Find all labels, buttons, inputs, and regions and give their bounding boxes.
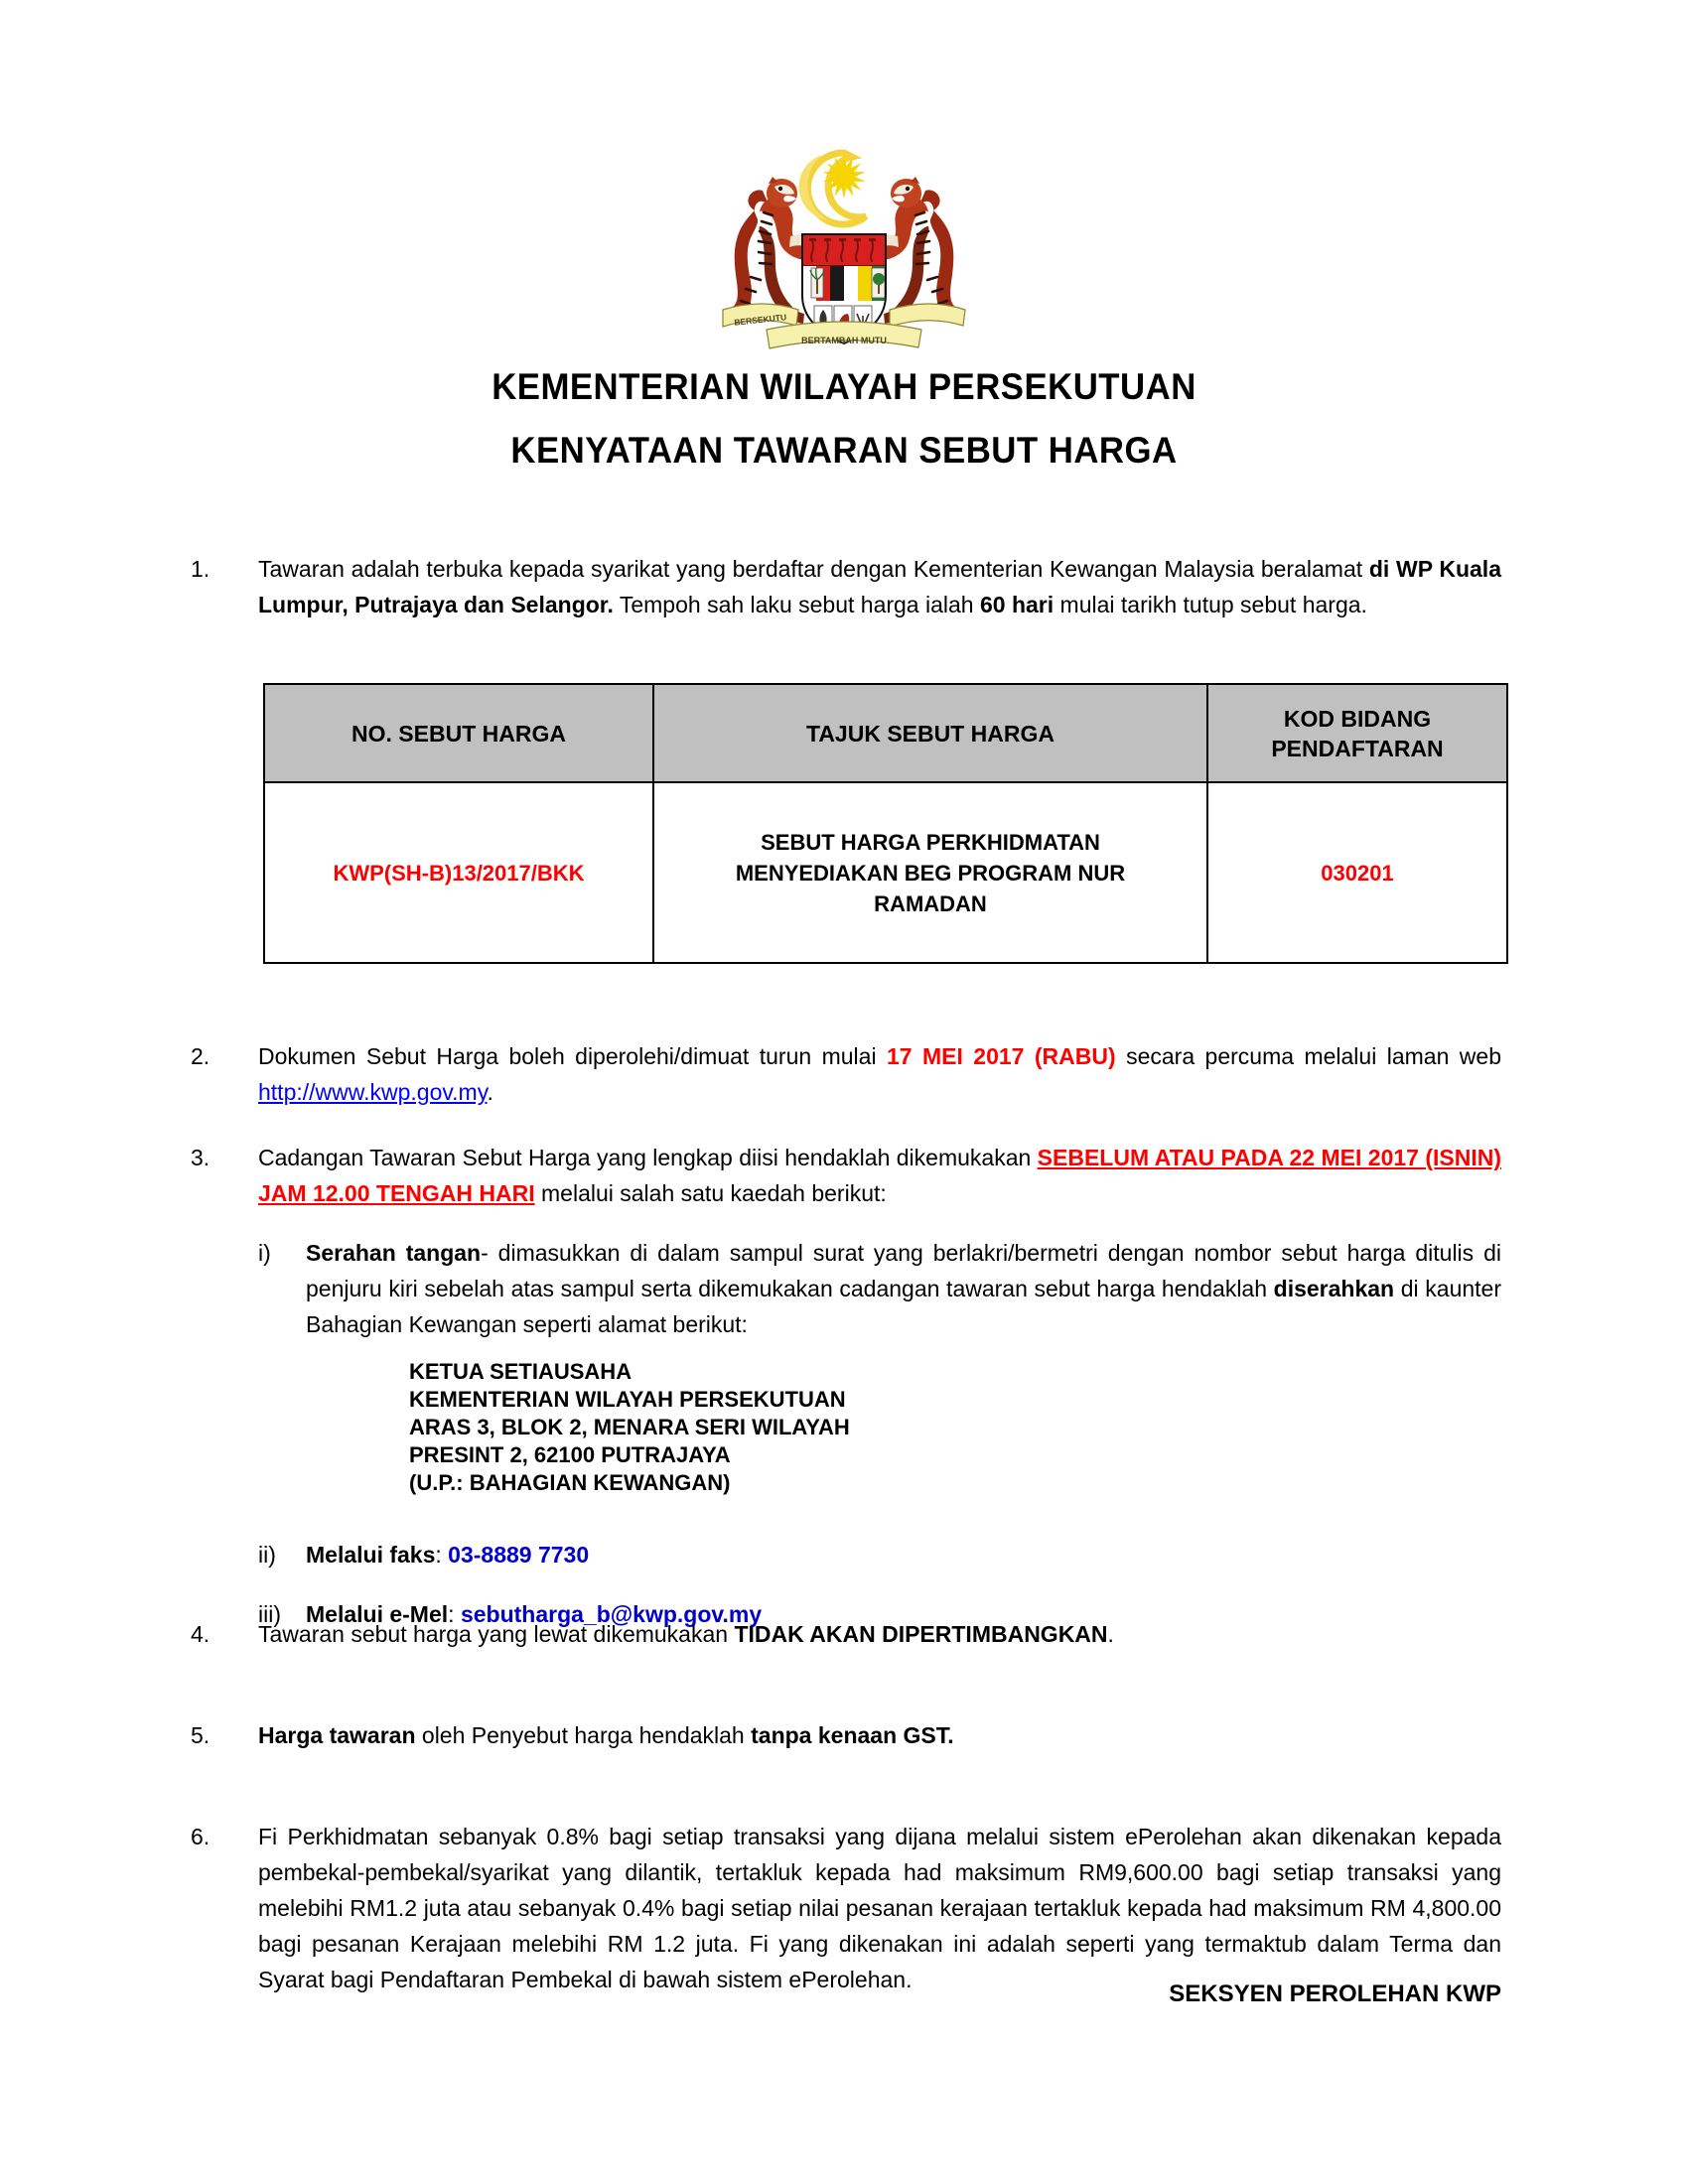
cell-kod-bidang: 030201	[1207, 782, 1507, 963]
address-line-4: PRESINT 2, 62100 PUTRAJAYA	[409, 1442, 731, 1467]
table-header-kod-bidang-line2: PENDAFTARAN	[1271, 735, 1444, 761]
jata-negara-malaysia-icon	[695, 139, 993, 352]
clause-1-bold-address: di WP Kuala Lumpur, Putrajaya dan Selangor.	[258, 556, 1501, 617]
table-header-kod-bidang	[1207, 684, 1507, 782]
table-header-kod-bidang-line1: KOD BIDANG	[1283, 705, 1432, 732]
method-ii	[258, 1537, 1501, 1572]
cell-tajuk-sebut-harga: SEBUT HARGA PERKHIDMATAN MENYEDIAKAN BEG PROGRAM NUR RAMADAN	[653, 782, 1207, 963]
clause-1-part3: mulai tarikh tutup sebut harga.	[1054, 592, 1367, 617]
clause-1-number: 1.	[191, 556, 211, 582]
clause-1-bold-validity: 60 hari	[979, 592, 1055, 617]
clause-2-text	[258, 1038, 1501, 1110]
method-ii-text	[306, 1537, 1501, 1572]
cell-no-sebut-harga: KWP(SH-B)13/2017/BKK	[264, 782, 653, 963]
clause-5	[191, 1717, 1501, 1753]
submission-address	[258, 1358, 1501, 1497]
clause-5-bold-gst: tanpa kenaan GST.	[751, 1722, 954, 1748]
clause-4-part2: .	[1107, 1621, 1114, 1647]
clause-2-number: 2.	[191, 1043, 211, 1069]
footer-signature: SEKSYEN PEROLEHAN KWP	[1169, 1980, 1501, 2007]
clause-3	[191, 1140, 1501, 1211]
address-line-5: (U.P.: BAHAGIAN KEWANGAN)	[409, 1470, 731, 1495]
clause-5-number: 5.	[191, 1722, 211, 1748]
crest-container	[0, 139, 1688, 357]
page-title-ministry: KEMENTERIAN WILAYAH PERSEKUTUAN	[492, 366, 1196, 407]
address-line-3: ARAS 3, BLOK 2, MENARA SERI WILAYAH	[409, 1415, 850, 1439]
method-ii-separator: :	[435, 1542, 449, 1568]
clause-1-part2: Tempoh sah laku sebut harga ialah	[613, 592, 980, 617]
clause-6-text: Fi Perkhidmatan sebanyak 0.8% bagi setiap transaksi yang dijana melalui sistem ePerolehan akan dikenakan kepada pembekal-pembekal/syarikat yang dilantik, tertakluk kepada had maksimum RM9,600.00 bagi setiap transaksi yang melebihi RM1.2 juta atau sebanyak 0.4% bagi setiap nilai pesanan kerajaan tertakluk kepada had maksimum RM 4,800.00 bagi pesanan Kerajaan melebihi RM 1.2 juta. Fi yang dikenakan ini adalah seperti yang termaktub dalam Terma dan Syarat bagi Pendaftaran Pembekal di bawah sistem ePerolehan.	[258, 1824, 1501, 1992]
kwp-website-link[interactable]: http://www.kwp.gov.my	[258, 1079, 488, 1105]
method-i-bold-handover: Serahan tangan	[306, 1240, 482, 1266]
address-line-1: KETUA SETIAUSAHA	[409, 1359, 633, 1384]
clause-3-part1: Cadangan Tawaran Sebut Harga yang lengkap diisi hendaklah dikemukakan	[258, 1145, 1038, 1170]
clause-2	[191, 1038, 1501, 1110]
clause-6-number: 6.	[191, 1824, 211, 1849]
method-i-part1: - dimasukkan di dalam sampul surat yang berlakri/bermetri dengan nombor sebut harga ditulis di penjuru kiri sebelah atas sampul serta dikemukakan cadangan tawaran sebut harga hendaklah	[306, 1240, 1501, 1301]
clause-4-number: 4.	[191, 1621, 211, 1647]
quotation-table	[263, 683, 1508, 964]
clause-3-part2: melalui salah satu kaedah berikut:	[534, 1180, 887, 1206]
clause-1-text	[258, 551, 1501, 622]
table-header-no-sebut-harga: NO. SEBUT HARGA	[264, 684, 653, 782]
clause-5-part1: oleh Penyebut harga hendaklah	[415, 1722, 752, 1748]
clause-5-text	[258, 1717, 1501, 1753]
clause-2-part3: .	[487, 1079, 493, 1105]
document-title-block	[0, 355, 1688, 482]
clause-4	[191, 1616, 1501, 1652]
method-i-bold-submit: diserahkan	[1273, 1276, 1395, 1301]
email-address[interactable]: sebutharga_b@kwp.gov.my	[460, 1601, 763, 1627]
fax-number[interactable]: 03-8889 7730	[448, 1542, 590, 1568]
method-iii-label: Melalui e-Mel	[306, 1601, 449, 1627]
method-i-number: i)	[258, 1240, 271, 1266]
address-line-2: KEMENTERIAN WILAYAH PERSEKUTUAN	[409, 1387, 846, 1412]
clause-3-deadline: SEBELUM ATAU PADA 22 MEI 2017 (ISNIN) JAM 12.00 TENGAH HARI	[258, 1145, 1501, 1206]
clause-5-bold-price: Harga tawaran	[258, 1722, 416, 1748]
table-header-tajuk-sebut-harga: TAJUK SEBUT HARGA	[653, 684, 1207, 782]
clause-2-release-date: 17 MEI 2017 (RABU)	[886, 1043, 1116, 1069]
page-title-notice: KENYATAAN TAWARAN SEBUT HARGA	[510, 430, 1178, 471]
table-header-row	[264, 684, 1507, 782]
method-i	[191, 1235, 1501, 1632]
method-i-text	[306, 1235, 1501, 1342]
method-iii-separator: :	[448, 1601, 461, 1627]
clause-6	[191, 1819, 1501, 1997]
clause-1-part1: Tawaran adalah terbuka kepada syarikat yang berdaftar dengan Kementerian Kewangan Malaysia beralamat	[258, 556, 1369, 582]
clause-3-text	[258, 1140, 1501, 1211]
svg-text:BERSEKUTU: BERSEKUTU	[733, 312, 787, 328]
clause-3-number: 3.	[191, 1145, 211, 1170]
clause-4-part1: Tawaran sebut harga yang lewat dikemukakan	[258, 1621, 735, 1647]
clause-4-bold-rejected: TIDAK AKAN DIPERTIMBANGKAN	[734, 1621, 1108, 1647]
clause-1	[191, 551, 1501, 622]
method-ii-label: Melalui faks	[306, 1542, 436, 1568]
table-row	[264, 782, 1507, 963]
method-i-part2: di kaunter Bahagian Kewangan seperti alamat berikut:	[306, 1276, 1501, 1337]
method-iii-number: iii)	[258, 1601, 281, 1627]
quotation-table-container	[263, 683, 1502, 964]
clause-2-part2: secara percuma melalui laman web	[1115, 1043, 1501, 1069]
method-ii-number: ii)	[258, 1542, 276, 1568]
clauses-2-3-block	[191, 1038, 1501, 1632]
clause-4-text	[258, 1616, 1501, 1652]
clause-2-part1: Dokumen Sebut Harga boleh diperolehi/dimuat turun mulai	[258, 1043, 887, 1069]
svg-text:BERTAMBAH MUTU: BERTAMBAH MUTU	[801, 336, 887, 345]
